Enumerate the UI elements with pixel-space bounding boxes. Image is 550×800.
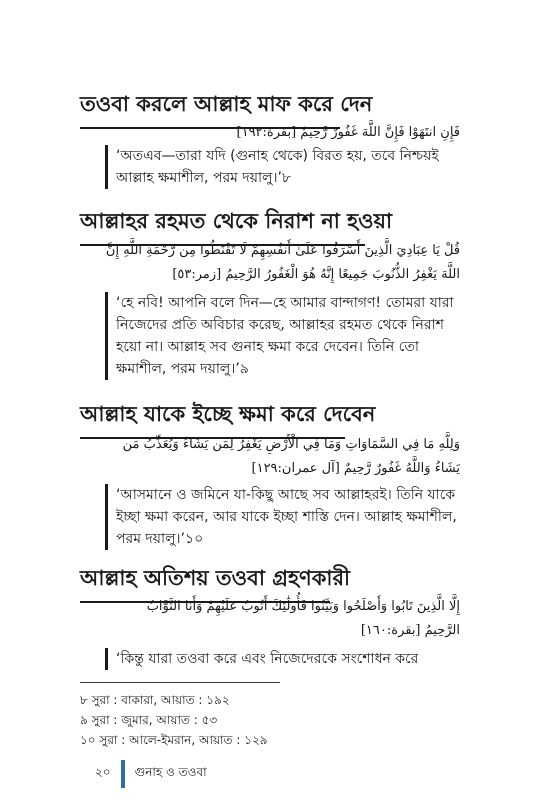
section-heading-text: আল্লাহ অতিশয় তওবা গ্রহণকারী xyxy=(80,566,351,590)
section-heading-4 xyxy=(80,562,350,597)
footnote-item: ৯ সুরা : জুমার, আয়াত : ৫৩ xyxy=(80,713,218,727)
translation-block xyxy=(105,145,466,189)
translation-block xyxy=(105,292,466,380)
arabic-verse: إِلَّا الَّذِينَ تَابُوا وَأَصْلَحُوا وَبَيَّنُوا فَأُولَٰئِكَ أَتُوبُ عَلَيْهِمْ وَأَنَا التَّوَّابُ xyxy=(146,599,460,614)
translation-text: ‘হে নবি! আপনি বলে দিন—হে আমার বান্দাগণ! তোমরা যারা নিজেদের প্রতি অবিচার করেছ, আল্লাহর রহমত থেকে নিরাশ হয়ো না। আল্লাহ সব গুনাহ ক্ষমা করে দেবেন। তিনি তো ক্ষমাশীল, পরম দয়ালু।’৯ xyxy=(116,295,454,377)
section-heading-2 xyxy=(80,205,392,240)
footnote-divider xyxy=(80,682,280,683)
translation-text: ‘আসমানে ও জমিনে যা-কিছু আছে সব আল্লাহরই। তিনি যাকে ইচ্ছা ক্ষমা করেন, আর যাকে ইচ্ছা শাস্তি দেন। আল্লাহ ক্ষমাশীল, পরম দয়ালু।’১০ xyxy=(116,487,457,547)
section-heading-text: তওবা করলে আল্লাহ মাফ করে দেন xyxy=(80,92,373,116)
section-heading-text: আল্লাহ যাকে ইচ্ছে ক্ষমা করে দেবেন xyxy=(80,402,376,426)
arabic-verse: اللَّهَ يَغْفِرُ الذُّنُوبَ جَمِيعًا إِنَّهُ هُوَ الْغَفُورُ الرَّحِيمُ [زمر:٥٣] xyxy=(172,267,460,282)
arabic-verse: فَإِنِ انتَهَوْا فَإِنَّ اللَّهَ غَفُورٌ رَّحِيمٌ [بقرة:١٩٢] xyxy=(236,125,460,140)
page-footer xyxy=(95,760,207,788)
section-heading-text: আল্লাহর রহমত থেকে নিরাশ না হওয়া xyxy=(80,209,393,233)
footer-accent-bar xyxy=(121,760,125,788)
section-heading-3 xyxy=(80,398,375,433)
footnotes xyxy=(80,690,268,750)
translation-text: ‘অতএব—তারা যদি (গুনাহ থেকে) বিরত হয়, তবে নিশ্চয়ই আল্লাহ ক্ষমাশীল, পরম দয়ালু।’৮ xyxy=(116,148,439,186)
page-number: ২০ xyxy=(95,765,111,779)
section-heading-1 xyxy=(80,88,372,123)
arabic-verse: الرَّحِيمُ [بقرة:١٦٠] xyxy=(360,623,460,638)
book-title: গুনাহ ও তওবা xyxy=(134,765,207,779)
translation-block xyxy=(105,648,466,670)
arabic-verse: قُلْ يَا عِبَادِيَ الَّذِينَ أَسْرَفُوا عَلَىٰ أَنفُسِهِمْ لَا تَقْنَطُوا مِن رَّحْمَةِ اللَّهِ إِنَّ xyxy=(105,243,460,258)
arabic-verse: يَشَاءُ وَاللَّهُ غَفُورٌ رَّحِيمٌ [آل عمران:١٢٩] xyxy=(251,461,460,476)
translation-text: ‘কিন্তু যারা তওবা করে এবং নিজেদেরকে সংশোধন করে xyxy=(116,651,419,667)
translation-block xyxy=(105,484,466,550)
footnote-item: ৮ সুরা : বাকারা, আয়াত : ১৯২ xyxy=(80,693,230,707)
arabic-verse: وَلِلَّهِ مَا فِي السَّمَاوَاتِ وَمَا فِي الْأَرْضِ يَغْفِرُ لِمَن يَشَاءُ وَيُعَذِّبُ مَن xyxy=(122,437,460,452)
footnote-item: ১০ সুরা : আলে-ইমরান, আয়াত : ১২৯ xyxy=(80,733,268,747)
